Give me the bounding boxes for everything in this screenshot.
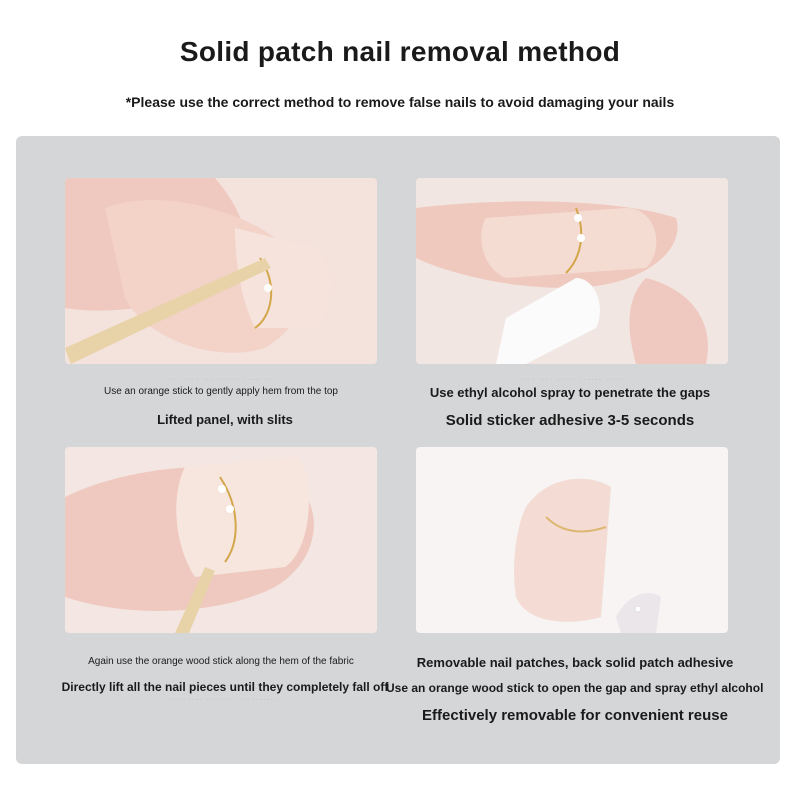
caption-br-2: Use an orange wood stick to open the gap and spray ethyl alcohol: [386, 681, 764, 695]
caption-tl-2: Lifted panel, with slits: [157, 412, 293, 427]
watermark-text: ··· ···· ··· ······ ····· ··: [168, 374, 274, 385]
step-photo-reusable-patch: [416, 447, 728, 633]
step-photo-alcohol-spray: [416, 178, 728, 364]
watermark-text-2: ···· ···· ····· ······ ·····: [519, 374, 625, 385]
step-photo-lift-hem: [65, 178, 377, 364]
caption-br-3: Effectively removable for convenient reuse: [422, 707, 728, 724]
caption-tr-2: Solid sticker adhesive 3-5 seconds: [445, 412, 695, 429]
page-title: Solid patch nail removal method: [179, 36, 621, 67]
caption-bl-1: Again use the orange wood stick along the hem of the fabric: [88, 656, 354, 667]
caption-bl-2: Directly lift all the nail pieces until they completely fall off: [61, 680, 389, 694]
watermark-text-3: ·········· ········ ··········: [164, 694, 278, 705]
caption-tr-1: Use ethyl alcohol spray to penetrate the gaps: [429, 385, 711, 400]
page-subtitle: *Please use the correct method to remove false nails to avoid damaging your nails: [125, 94, 675, 110]
step-photo-lift-pieces: [65, 447, 377, 633]
caption-tl-1: Use an orange stick to gently apply hem from the top: [103, 386, 338, 397]
caption-br-1: Removable nail patches, back solid patch adhesive: [416, 655, 734, 670]
